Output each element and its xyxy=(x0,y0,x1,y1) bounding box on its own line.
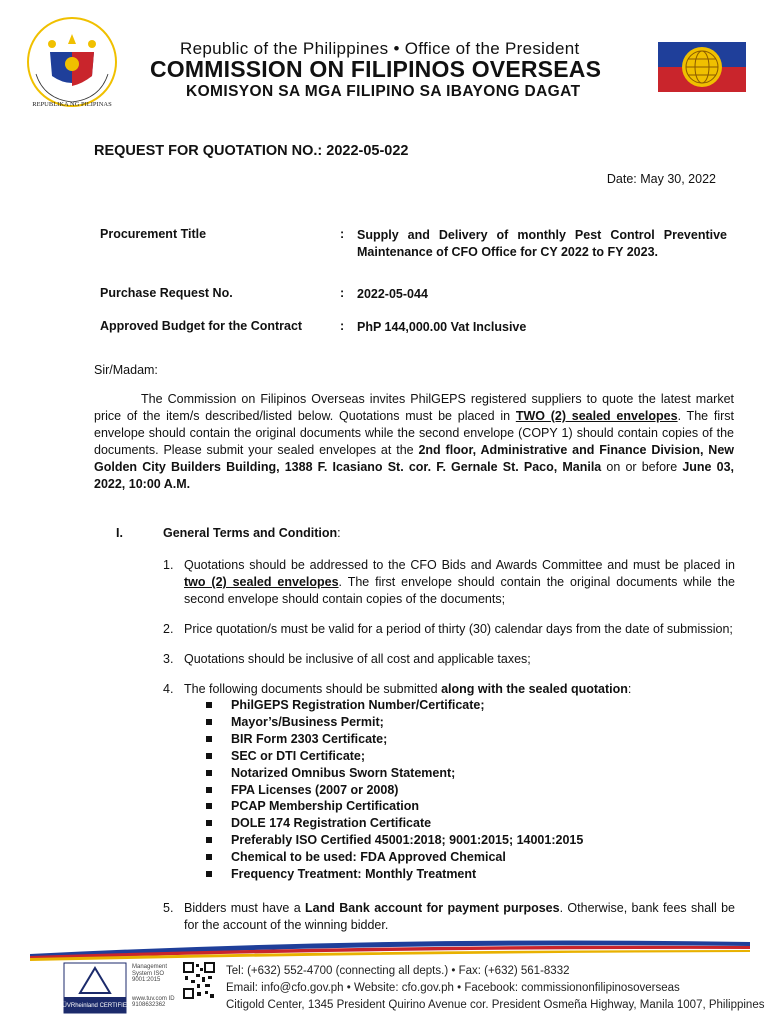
term-number: 2. xyxy=(163,622,174,636)
procurement-title-value xyxy=(357,227,727,261)
term-4-text-c: : xyxy=(627,682,632,696)
footer-swoosh-divider xyxy=(30,934,750,962)
colon: : xyxy=(340,286,345,300)
term-5-text-a: Bidders must have a xyxy=(184,901,306,915)
tuv-text: TÜVRheinland CERTIFIED xyxy=(58,1003,132,1009)
term-number: 5. xyxy=(163,901,174,915)
term-item-4 xyxy=(163,681,735,698)
section-title-text: General Terms and Condition xyxy=(163,526,338,540)
intro-submission-address: 2nd floor, Administrative and Finance Division, New Golden City Builders Building, 1388 F. Icasiano St. cor. F. Gernale St. Paco, Manila xyxy=(94,443,734,474)
term-number: 3. xyxy=(163,652,174,666)
mgmt-text: Management System ISO 9001:2015 xyxy=(132,964,168,983)
document-item: SEC or DTI Certificate; xyxy=(206,748,583,765)
term-text xyxy=(184,900,735,934)
document-item: Notarized Omnibus Sworn Statement; xyxy=(206,765,583,782)
intro-sealed-envelopes: TWO (2) sealed envelopes xyxy=(515,409,678,423)
term-text: Price quotation/s must be valid for a period of thirty (30) calendar days from the date of submission; xyxy=(184,622,733,636)
term-text xyxy=(184,557,735,608)
procurement-value-line-1: Supply and Delivery of monthly Pest Control Preventive xyxy=(357,228,727,242)
term-number: 1. xyxy=(163,558,174,572)
term-item-1 xyxy=(163,557,735,608)
section-title-colon: : xyxy=(337,526,341,540)
term-item-3 xyxy=(163,651,735,668)
procurement-value-line-2: Maintenance of CFO Office for CY 2022 to FY 2023. xyxy=(357,245,659,259)
tuv-certification-logo xyxy=(58,963,132,1013)
colon: : xyxy=(340,227,345,241)
document-item: PCAP Membership Certification xyxy=(206,798,583,815)
header-republic-line: Republic of the Philippines • Office of the President xyxy=(180,39,580,58)
term-text xyxy=(184,681,735,698)
term-5-text-c: . Otherwise, bank fees shall be for the account of the winning bidder. xyxy=(184,901,735,932)
footer-contact-email: Email: info@cfo.gov.ph • Website: cfo.gov.ph • Facebook: commissiononfilipinosoverseas xyxy=(226,982,680,994)
salutation: Sir/Madam: xyxy=(94,363,158,377)
document-item: FPA Licenses (2007 or 2008) xyxy=(206,782,583,799)
intro-text-1: The Commission on Filipinos Overseas invites PhilGEPS registered suppliers to quote the latest market price of the item/s described/listed below. Quotations must be placed in xyxy=(94,392,734,423)
intro-deadline: June 03, 2022, 10:00 A.M. xyxy=(94,460,735,491)
rfq-title: REQUEST FOR QUOTATION NO.: 2022-05-022 xyxy=(94,143,409,159)
term-4-text-a: The following documents should be submitted xyxy=(184,682,442,696)
header-komisyon-name: KOMISYON SA MGA FILIPINO SA IBAYONG DAGAT xyxy=(186,83,581,100)
term-1-sealed-envelopes: two (2) sealed envelopes xyxy=(184,575,339,589)
approved-budget-label: Approved Budget for the Contract xyxy=(100,319,303,333)
intro-paragraph xyxy=(94,391,734,493)
document-item: BIR Form 2303 Certificate; xyxy=(206,731,583,748)
term-4-text-bold: along with the sealed quotation xyxy=(441,682,628,696)
purchase-request-label: Purchase Request No. xyxy=(100,286,233,300)
intro-text-2: . The first envelope should contain the original documents while the second envelope (COPY 1) should contain copies of the documents. Please submit your sealed envelopes at the xyxy=(94,409,734,457)
term-1-text-a: Quotations should be addressed to the CFO Bids and Awards Committee and must be placed in xyxy=(184,558,735,572)
document-item: Mayor’s/Business Permit; xyxy=(206,714,583,731)
approved-budget-value: PhP 144,000.00 Vat Inclusive xyxy=(357,320,527,334)
qr-code-icon xyxy=(183,962,215,1000)
term-5-text-bold: Land Bank account for payment purposes xyxy=(305,901,560,915)
tuv-site: www.tuv.com ID 9108632362 xyxy=(132,995,175,1008)
seal-text: REPUBLIKA NG PILIPINAS xyxy=(32,101,112,108)
rfq-date: Date: May 30, 2022 xyxy=(606,172,716,186)
colon: : xyxy=(340,319,345,333)
document-item: Frequency Treatment: Monthly Treatment xyxy=(206,866,583,883)
section-title xyxy=(163,526,341,540)
term-item-5 xyxy=(163,900,735,934)
management-system-text xyxy=(132,964,180,1009)
document-item: Chemical to be used: FDA Approved Chemical xyxy=(206,849,583,866)
purchase-request-value: 2022-05-044 xyxy=(357,287,428,301)
document-item: Preferably ISO Certified 45001:2018; 9001:2015; 14001:2015 xyxy=(206,832,583,849)
required-documents-list xyxy=(206,697,583,883)
procurement-title-label: Procurement Title xyxy=(100,227,207,241)
term-1-text-b: . The first envelope should contain the original documents while the second envelope should contain copies of the documents; xyxy=(184,575,735,606)
section-number: I. xyxy=(116,526,123,540)
philippine-seal-logo xyxy=(22,14,122,114)
document-item: PhilGEPS Registration Number/Certificate; xyxy=(206,697,583,714)
document-item: DOLE 174 Registration Certificate xyxy=(206,815,583,832)
term-item-2 xyxy=(163,621,735,638)
header-commission-name: COMMISSION ON FILIPINOS OVERSEAS xyxy=(150,56,602,82)
cfo-globe-logo xyxy=(658,42,746,92)
term-text: Quotations should be inclusive of all cost and applicable taxes; xyxy=(184,652,531,666)
footer-address: Citigold Center, 1345 President Quirino Avenue cor. President Osmeña Highway, Manila 1007, Philippines xyxy=(226,999,765,1011)
term-number: 4. xyxy=(163,682,174,696)
footer-contact-phone: Tel: (+632) 552-4700 (connecting all depts.) • Fax: (+632) 561-8332 xyxy=(226,965,570,977)
intro-text-3: on or before xyxy=(601,460,683,474)
